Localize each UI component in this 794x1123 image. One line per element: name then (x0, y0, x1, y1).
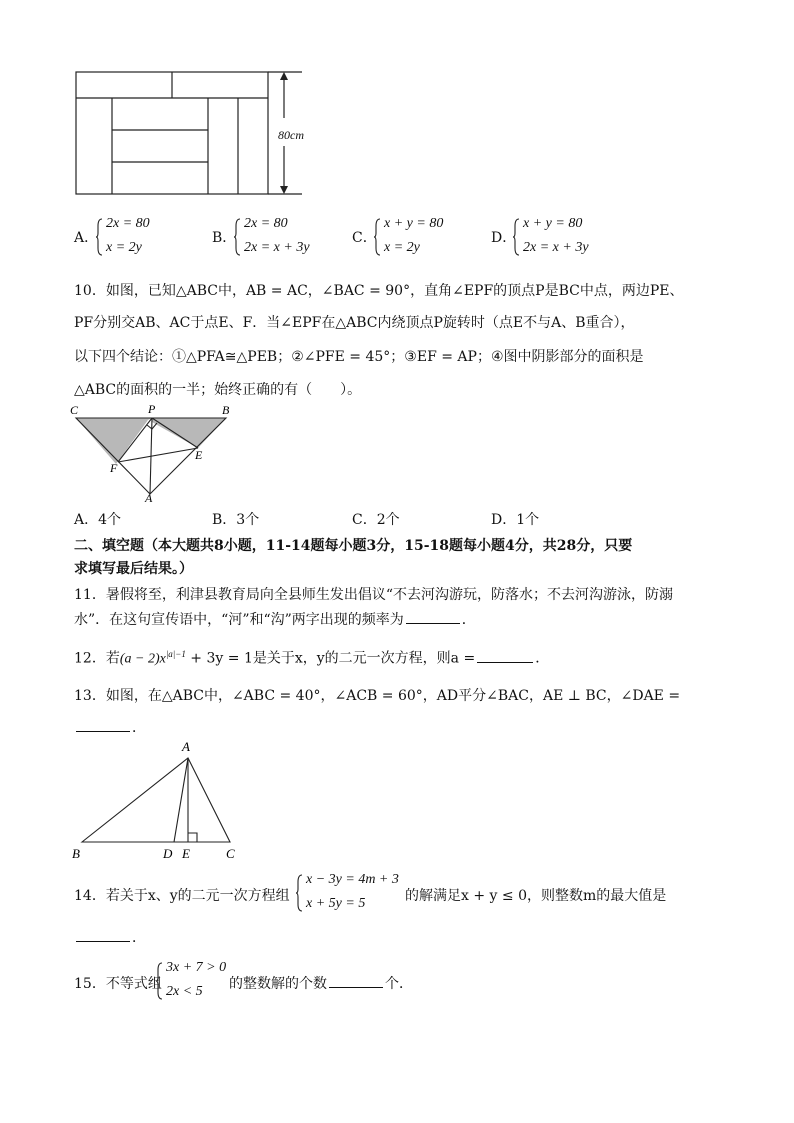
q12-rest: + 3y = 1是关于x，y的二元一次方程，则a = (185, 650, 476, 667)
q11-text-line1: 11．暑假将至，利津县教育局向全县师生发出倡议“不去河沟游玩，防落水；不去河沟游泳，防溺 (74, 587, 673, 603)
q12-expr: (a − 2)x (119, 651, 166, 667)
q10-option-a[interactable]: A．4个 (74, 512, 122, 528)
label-b: B (222, 403, 230, 417)
label-c: C (226, 846, 235, 861)
section2-heading-line2: 求填写最后结果。） (74, 561, 193, 577)
option-label: D． (491, 230, 517, 246)
q14-answer-blank[interactable] (76, 929, 130, 942)
q10-triangle-figure (66, 402, 240, 504)
dimension-label-80cm: 80cm (278, 128, 304, 142)
equation: x + y = 80 (384, 216, 444, 231)
equation: x + y = 80 (523, 216, 583, 231)
q9-rectangle-figure (70, 66, 310, 200)
q14-text-line2 (74, 929, 146, 947)
equation: 2x = x + 3y (244, 240, 310, 255)
q13-end: ． (132, 720, 146, 736)
q13-text-line1: 13．如图，在△ABC中，∠ABC = 40°，∠ACB = 60°，AD平分∠BAC，AE ⊥ BC，∠DAE = (74, 688, 681, 704)
q15-suffix: 的整数解的个数 (229, 976, 327, 992)
q15-answer-blank[interactable] (329, 975, 383, 988)
q15-end: 个． (385, 976, 413, 992)
q15-prefix: 15．不等式组 (74, 976, 162, 992)
equation: x + 5y = 5 (306, 896, 366, 911)
q13-answer-blank[interactable] (76, 719, 130, 732)
q10-text-line4: △ABC的面积的一半；始终正确的有（ ）。 (74, 382, 362, 398)
label-a: A (182, 739, 190, 754)
label-b: B (72, 846, 80, 861)
option-label: A． (74, 230, 99, 246)
q10-text-line3: 以下四个结论：①△PFA≅△PEB；②∠PFE = 45°；③EF = AP；④图中阴影部分的面积是 (74, 349, 644, 365)
label-e: E (195, 448, 203, 462)
label-c: C (70, 403, 79, 417)
equation: 2x = 80 (106, 216, 150, 231)
inequality: 2x < 5 (166, 984, 203, 999)
q11-end: ． (461, 612, 476, 628)
q13-triangle-figure (70, 736, 250, 862)
q13-text-line2 (74, 719, 146, 737)
q11-text-line2 (74, 611, 476, 629)
q15-text (229, 975, 413, 993)
label-f: F (110, 461, 118, 475)
q14-suffix: 的解满足x + y ≤ 0，则整数m的最大值是 (405, 888, 667, 904)
q14-prefix: 14．若关于x、y的二元一次方程组 (74, 888, 290, 904)
option-label: C． (352, 230, 377, 246)
label-a: A (145, 491, 153, 504)
q12-prefix: 12．若 (74, 650, 120, 667)
q12-exponent: |a|−1 (165, 649, 186, 659)
q11-text: 水”．在这句宣传语中，“河”和“沟”两字出现的频率为 (74, 612, 404, 628)
q10-option-c[interactable]: C．2个 (352, 512, 400, 528)
q12-answer-blank[interactable] (477, 650, 533, 663)
equation: x − 3y = 4m + 3 (306, 872, 399, 887)
q11-answer-blank[interactable] (406, 611, 460, 624)
option-label: B． (212, 230, 237, 246)
q10-text-line2: PF分别交AB、AC于点E、F．当∠EPF在△ABC内绕顶点P旋转时（点E不与A、B重合）， (74, 315, 635, 331)
q12-end: ． (535, 650, 550, 667)
equation: x = 2y (106, 240, 142, 255)
q12-text (74, 645, 549, 669)
equation: x = 2y (384, 240, 420, 255)
equation: 2x = x + 3y (523, 240, 589, 255)
label-e: E (182, 846, 190, 861)
q14-end: ． (132, 930, 146, 946)
q10-option-d[interactable]: D．1个 (491, 512, 540, 528)
label-p: P (148, 402, 156, 416)
q10-text-line1: 10．如图，已知△ABC中，AB = AC，∠BAC = 90°，直角∠EPF的顶点P是BC中点，两边PE、 (74, 283, 684, 299)
label-d: D (163, 846, 173, 861)
section2-heading-line1: 二、填空题（本大题共8小题，11-14题每小题3分，15-18题每小题4分，共28分，只要 (74, 538, 633, 554)
inequality: 3x + 7 > 0 (166, 960, 227, 975)
equation: 2x = 80 (244, 216, 288, 231)
q10-option-b[interactable]: B．3个 (212, 512, 260, 528)
